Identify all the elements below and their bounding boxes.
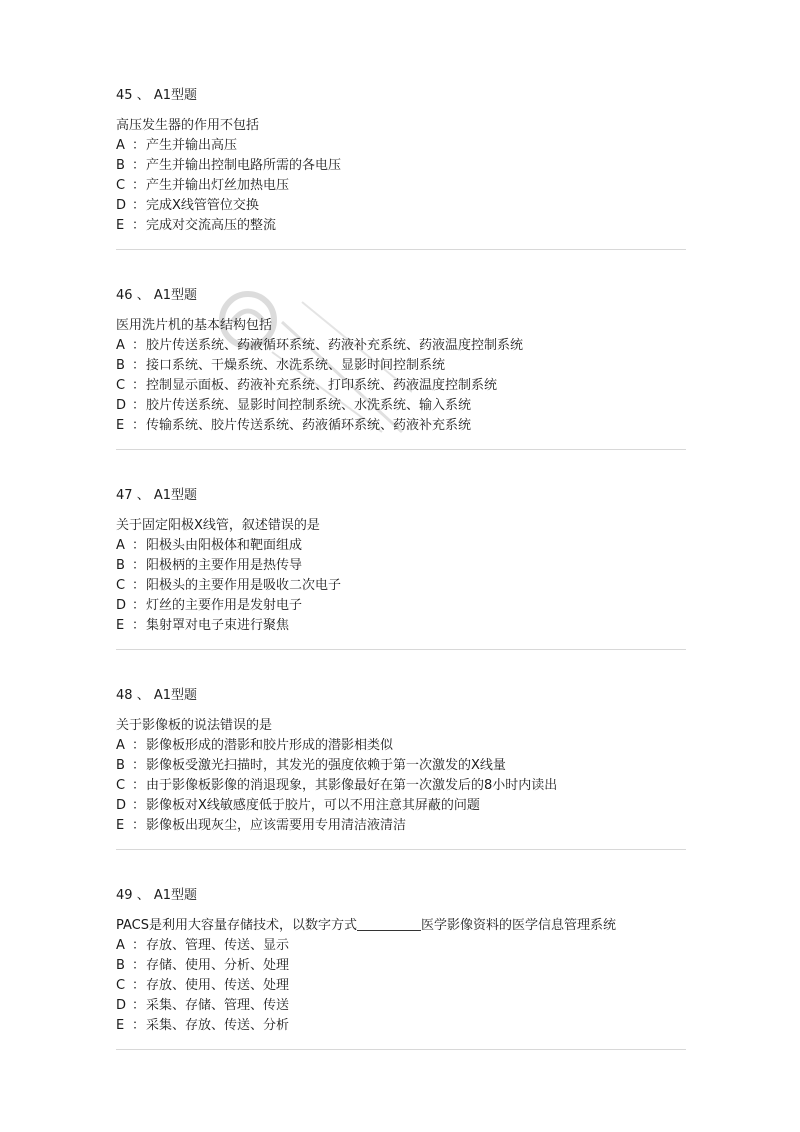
option-e[interactable] <box>116 616 686 636</box>
option-letter: E <box>116 818 125 833</box>
option-colon: ： <box>132 1018 146 1033</box>
question-stem <box>116 916 686 936</box>
option-text: 影像板受激光扫描时，其发光的强度依赖于第一次激发的X线量 <box>146 758 506 773</box>
option-letter: C <box>116 178 126 193</box>
option-colon: ： <box>132 218 146 233</box>
option-colon: ： <box>132 198 146 213</box>
option-text: 存储、使用、分析、处理 <box>146 958 290 973</box>
option-colon: ： <box>132 618 146 633</box>
option-colon: ： <box>132 758 146 773</box>
option-e[interactable] <box>116 816 686 836</box>
option-letter: C <box>116 778 126 793</box>
option-letter: B <box>116 758 125 773</box>
question-number: 45 <box>116 88 133 103</box>
question-number: 48 <box>116 688 133 703</box>
option-letter: A <box>116 738 125 753</box>
option-c[interactable] <box>116 976 686 996</box>
option-text: 由于影像板影像的消退现象，其影像最好在第一次激发后的8小时内读出 <box>146 778 558 793</box>
option-letter: A <box>116 138 125 153</box>
question-number: 49 <box>116 888 133 903</box>
question-type: A1型题 <box>153 88 198 103</box>
option-letter: C <box>116 978 126 993</box>
option-colon: ： <box>132 418 146 433</box>
option-text: 完成对交流高压的整流 <box>146 218 277 233</box>
question-number: 46 <box>116 288 133 303</box>
option-a[interactable] <box>116 736 686 756</box>
option-letter: E <box>116 418 125 433</box>
option-letter: E <box>116 1018 125 1033</box>
option-b[interactable] <box>116 556 686 576</box>
option-c[interactable] <box>116 576 686 596</box>
option-text: 采集、存储、管理、传送 <box>146 998 290 1013</box>
option-text: 影像板出现灰尘，应该需要用专用清洁液清洁 <box>146 818 407 833</box>
question-separator: 、 <box>136 888 150 903</box>
option-c[interactable] <box>116 776 686 796</box>
option-a[interactable] <box>116 336 686 356</box>
option-text: 接口系统、干燥系统、水洗系统、显影时间控制系统 <box>146 358 446 373</box>
option-letter: A <box>116 338 125 353</box>
option-colon: ： <box>132 958 146 973</box>
option-e[interactable] <box>116 1016 686 1036</box>
option-text: 影像板形成的潜影和胶片形成的潜影相类似 <box>146 738 394 753</box>
option-colon: ： <box>132 818 146 833</box>
option-colon: ： <box>132 738 146 753</box>
option-colon: ： <box>132 598 146 613</box>
question-header <box>116 686 686 706</box>
option-text: 采集、存放、传送、分析 <box>146 1018 290 1033</box>
option-letter: B <box>116 358 125 373</box>
option-text: 控制显示面板、药液补充系统、打印系统、药液温度控制系统 <box>146 378 498 393</box>
option-c[interactable] <box>116 176 686 196</box>
option-text: 传输系统、胶片传送系统、药液循环系统、药液补充系统 <box>146 418 472 433</box>
option-b[interactable] <box>116 156 686 176</box>
question-separator: 、 <box>136 288 150 303</box>
question-divider <box>116 249 686 250</box>
option-colon: ： <box>132 398 146 413</box>
option-colon: ： <box>132 178 146 193</box>
option-text: 集射罩对电子束进行聚焦 <box>146 618 290 633</box>
question-stem: 医用洗片机的基本结构包括 <box>116 318 273 333</box>
option-colon: ： <box>132 138 146 153</box>
option-a[interactable] <box>116 936 686 956</box>
question-type: A1型题 <box>153 288 198 303</box>
option-letter: D <box>116 998 127 1013</box>
question-separator: 、 <box>136 488 150 503</box>
option-colon: ： <box>132 158 146 173</box>
question-type: A1型题 <box>153 688 198 703</box>
option-letter: A <box>116 538 125 553</box>
option-letter: D <box>116 798 127 813</box>
option-d[interactable] <box>116 196 686 216</box>
option-text: 产生并输出高压 <box>146 138 238 153</box>
question-49 <box>116 886 686 1036</box>
option-colon: ： <box>132 978 146 993</box>
option-text: 产生并输出控制电路所需的各电压 <box>146 158 342 173</box>
option-colon: ： <box>132 378 146 393</box>
option-text: 胶片传送系统、药液循环系统、药液补充系统、药液温度控制系统 <box>146 338 524 353</box>
question-type: A1型题 <box>153 888 198 903</box>
option-colon: ： <box>132 578 146 593</box>
question-47 <box>116 486 686 636</box>
option-text: 灯丝的主要作用是发射电子 <box>146 598 303 613</box>
question-separator: 、 <box>136 688 150 703</box>
option-b[interactable] <box>116 956 686 976</box>
question-header <box>116 286 686 306</box>
option-colon: ： <box>132 778 146 793</box>
option-text: 阳极头的主要作用是吸收二次电子 <box>146 578 342 593</box>
option-letter: B <box>116 558 125 573</box>
option-text: 阳极柄的主要作用是热传导 <box>146 558 303 573</box>
option-colon: ： <box>132 358 146 373</box>
option-e[interactable] <box>116 416 686 436</box>
question-type: A1型题 <box>153 488 198 503</box>
option-text: 存放、使用、传送、处理 <box>146 978 290 993</box>
option-d[interactable] <box>116 796 686 816</box>
question-number: 47 <box>116 488 133 503</box>
fill-in-blank <box>357 916 421 931</box>
option-c[interactable] <box>116 376 686 396</box>
option-colon: ： <box>132 338 146 353</box>
option-b[interactable] <box>116 756 686 776</box>
question-divider <box>116 1049 686 1050</box>
option-letter: D <box>116 198 127 213</box>
question-48 <box>116 686 686 836</box>
option-d[interactable] <box>116 996 686 1016</box>
option-colon: ： <box>132 998 146 1013</box>
question-stem: 关于影像板的说法错误的是 <box>116 718 273 733</box>
option-b[interactable] <box>116 356 686 376</box>
option-a[interactable] <box>116 536 686 556</box>
option-a[interactable] <box>116 136 686 156</box>
option-e[interactable] <box>116 216 686 236</box>
question-divider <box>116 649 686 650</box>
question-stem: 高压发生器的作用不包括 <box>116 118 260 133</box>
option-letter: D <box>116 598 127 613</box>
option-d[interactable] <box>116 596 686 616</box>
question-45 <box>116 86 686 236</box>
option-letter: E <box>116 218 125 233</box>
question-stem-before: PACS是利用大容量存储技术，以数字方式 <box>116 918 358 933</box>
option-d[interactable] <box>116 396 686 416</box>
option-letter: E <box>116 618 125 633</box>
question-divider <box>116 449 686 450</box>
option-colon: ： <box>132 938 146 953</box>
option-letter: A <box>116 938 125 953</box>
question-46 <box>116 286 686 436</box>
option-text: 完成X线管管位交换 <box>146 198 259 213</box>
option-text: 影像板对X线敏感度低于胶片，可以不用注意其屏蔽的问题 <box>146 798 480 813</box>
question-divider <box>116 849 686 850</box>
option-letter: C <box>116 578 126 593</box>
question-stem-after: 医学影像资料的医学信息管理系统 <box>421 918 617 933</box>
question-header <box>116 486 686 506</box>
option-letter: B <box>116 158 125 173</box>
option-letter: C <box>116 378 126 393</box>
option-letter: D <box>116 398 127 413</box>
question-stem: 关于固定阳极X线管，叙述错误的是 <box>116 518 320 533</box>
question-separator: 、 <box>136 88 150 103</box>
option-text: 产生并输出灯丝加热电压 <box>146 178 290 193</box>
option-colon: ： <box>132 558 146 573</box>
question-header <box>116 86 686 106</box>
option-text: 阳极头由阳极体和靶面组成 <box>146 538 303 553</box>
option-letter: B <box>116 958 125 973</box>
option-text: 胶片传送系统、显影时间控制系统、水洗系统、输入系统 <box>146 398 472 413</box>
question-header <box>116 886 686 906</box>
option-colon: ： <box>132 538 146 553</box>
option-colon: ： <box>132 798 146 813</box>
option-text: 存放、管理、传送、显示 <box>146 938 290 953</box>
